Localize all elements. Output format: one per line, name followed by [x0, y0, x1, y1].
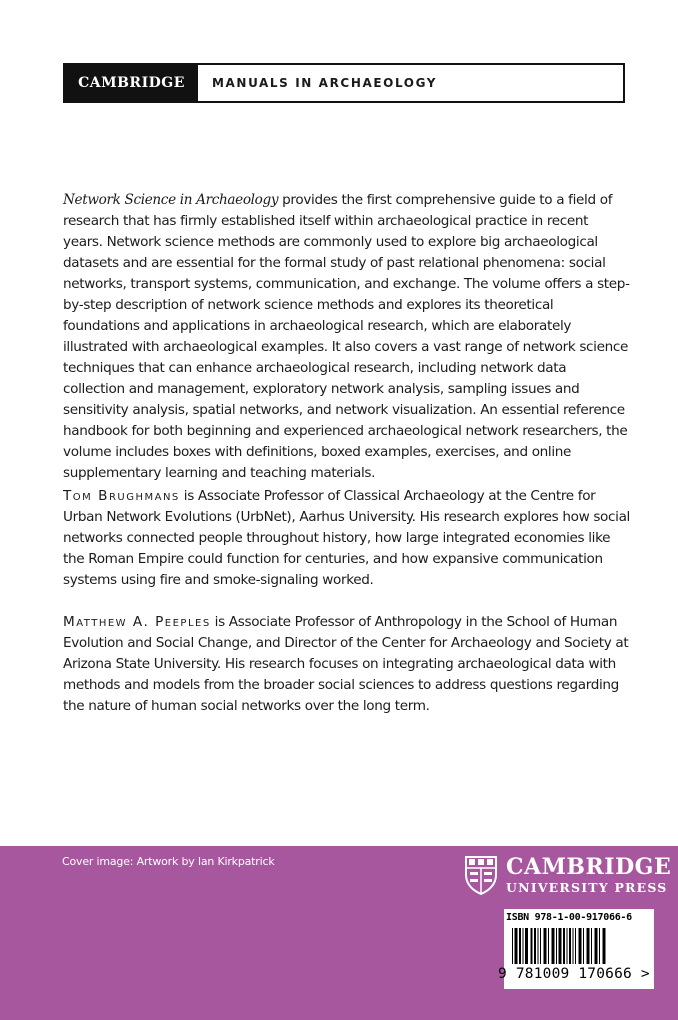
- author-bio-brughmans: [63, 486, 631, 591]
- author-bio-peeples: [63, 612, 631, 717]
- barcode-icon: [510, 928, 648, 966]
- publisher-logo: [464, 855, 671, 895]
- author-bio-text: is Associate Professor of Classical Archaeology at the Centre for Urban Network Evolutions (UrbNet), Aarhus University. His research explores how social networks connected people throughout history, how large integrated economies like the Roman Empire could function for centuries, and how expansive communication systems using fire and smoke-signaling worked.: [63, 488, 630, 588]
- author-name: Tom Brughmans: [63, 488, 180, 504]
- cover-credit: Cover image: Artwork by Ian Kirkpatrick: [62, 855, 275, 868]
- barcode-digits: 9 781009 170666 >: [498, 966, 650, 982]
- author-name: Matthew A. Peeples: [63, 614, 211, 630]
- author-bio-text: is Associate Professor of Anthropology in the School of Human Evolution and Social Change, and Director of the Center for Archaeology and Society at Arizona State University. His research focuses on integrating archaeological data with methods and models from the broader social sciences to address questions regarding the nature of human social networks over the long term.: [63, 614, 629, 714]
- cambridge-shield-icon: [464, 855, 498, 895]
- publisher-line1: CAMBRIDGE: [506, 853, 672, 880]
- series-banner: [63, 63, 625, 103]
- series-publisher: CAMBRIDGE: [65, 65, 198, 101]
- series-name: MANUALS IN ARCHAEOLOGY: [212, 76, 438, 90]
- book-blurb: [63, 190, 631, 484]
- isbn-label: ISBN 978-1-00-917066-6: [506, 912, 632, 923]
- publisher-line2: UNIVERSITY PRESS: [506, 879, 668, 895]
- blurb-text: provides the first comprehensive guide to a field of research that has firmly established itself within archaeological practice in recent years. Network science methods are commonly used to explore big archaeological datasets and are essential for the formal study of past relational phenomena: social networks, transport systems, communication, and exchange. The volume offers a step-by-step description of network science methods and explores its theoretical foundations and applications in archaeological research, which are elaborately illustrated with archaeological examples. It also covers a vast range of network science techniques that can enhance archaeological research, including network data collection and management, exploratory network analysis, sampling issues and sensitivity analysis, spatial networks, and network visualization. An essential reference handbook for both beginning and experienced archaeological network researchers, the volume includes boxes with definitions, boxed examples, exercises, and online supplementary learning and teaching materials.: [63, 192, 630, 481]
- book-title: Network Science in Archaeology: [63, 192, 279, 208]
